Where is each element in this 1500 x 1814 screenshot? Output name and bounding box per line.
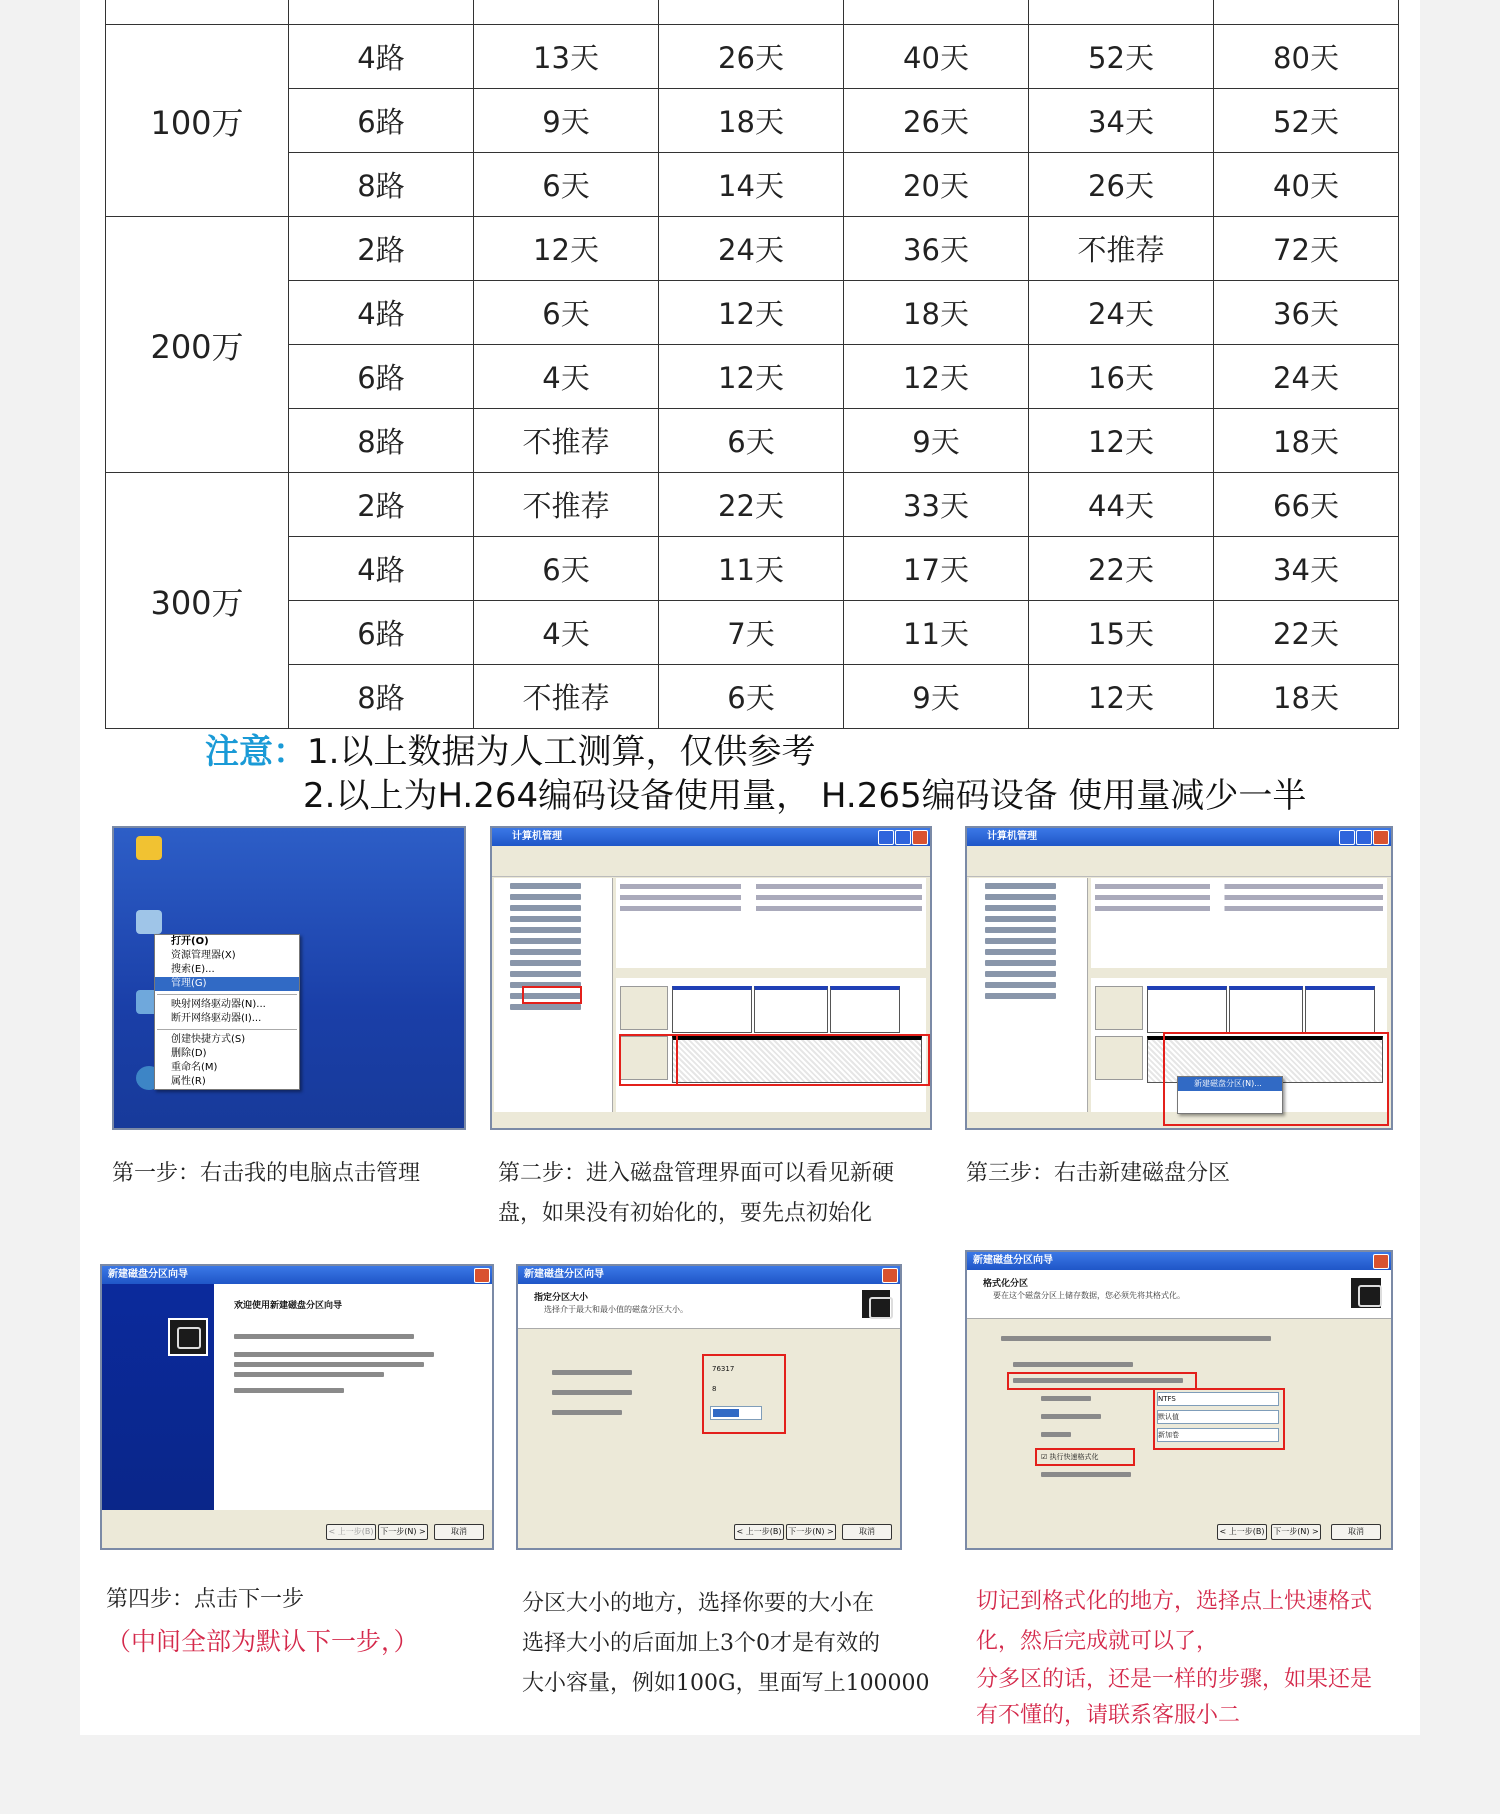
resolution-cell: 300万 <box>106 473 289 729</box>
next-button-2[interactable]: 下一步(N) > <box>786 1524 836 1540</box>
cancel-button-2[interactable]: 取消 <box>842 1524 892 1540</box>
days-cell: 4天 <box>474 345 659 409</box>
caption-step-5c: 大小容量，例如100G，里面写上100000 <box>522 1671 930 1696</box>
channels-cell: 4路 <box>289 25 474 89</box>
days-cell: 11天 <box>659 537 844 601</box>
days-cell: 11天 <box>844 601 1029 665</box>
days-cell: 18天 <box>844 281 1029 345</box>
table-row <box>106 0 1399 25</box>
close-icon-2[interactable] <box>1373 830 1389 845</box>
settings-highlight <box>1153 1388 1285 1450</box>
days-cell: 44天 <box>1029 473 1214 537</box>
menu-bar <box>492 846 930 860</box>
wizard-welcome-heading: 欢迎使用新建磁盘分区向导 <box>234 1301 343 1311</box>
toolbar <box>492 860 930 877</box>
console-tree-2 <box>969 878 1088 1112</box>
maximize-icon[interactable] <box>895 830 911 845</box>
table-row <box>106 409 1399 473</box>
days-cell: 24天 <box>1214 345 1399 409</box>
caption-step-3: 第三步：右击新建磁盘分区 <box>966 1161 1231 1186</box>
days-cell: 36天 <box>844 217 1029 281</box>
days-cell: 6天 <box>474 537 659 601</box>
wizard-close-icon-1[interactable] <box>474 1268 490 1283</box>
note-line-2: 2.以上为H.264编码设备使用量， H.265编码设备 使用量减少一半 <box>303 776 1307 816</box>
caption-step-6d: 有不懂的，请联系客服小二 <box>976 1703 1241 1728</box>
max-size-value: 76317 <box>712 1365 735 1373</box>
caption-step-4-note: （中间全部为默认下一步，） <box>106 1627 419 1656</box>
channels-cell: 6路 <box>289 345 474 409</box>
days-cell: 33天 <box>844 473 1029 537</box>
quick-format-label: 执行快速格式化 <box>1049 1453 1099 1461</box>
context-menu-item[interactable]: 删除(D) <box>171 1048 207 1059</box>
days-cell: 34天 <box>1029 89 1214 153</box>
screenshot-disk-management <box>490 826 932 1130</box>
days-cell: 34天 <box>1214 537 1399 601</box>
channels-cell: 8路 <box>289 665 474 729</box>
note-label: 注意： <box>205 732 307 772</box>
context-menu-highlight <box>1163 1032 1389 1126</box>
resolution-cell: 100万 <box>106 25 289 217</box>
legend <box>616 1116 926 1126</box>
disk-icon-3 <box>1349 1276 1383 1310</box>
next-button-3[interactable]: 下一步(N) > <box>1271 1524 1321 1540</box>
table-row <box>106 345 1399 409</box>
menu-separator <box>157 994 297 995</box>
volume-list-2 <box>1091 878 1387 968</box>
days-cell: 9天 <box>844 409 1029 473</box>
caption-step-5b: 选择大小的后面加上3个0才是有效的 <box>522 1631 880 1656</box>
channels-cell: 8路 <box>289 409 474 473</box>
maximize-icon-2[interactable] <box>1356 830 1372 845</box>
context-menu-item[interactable]: 资源管理器(X) <box>171 950 236 961</box>
channels-cell <box>289 0 474 25</box>
days-cell: 9天 <box>844 665 1029 729</box>
page-sheet <box>80 0 1420 1735</box>
days-cell <box>474 0 659 25</box>
days-cell: 20天 <box>844 153 1029 217</box>
channels-cell: 6路 <box>289 89 474 153</box>
storage-duration-table <box>105 0 1399 729</box>
back-button-1[interactable]: < 上一步(B) <box>326 1524 376 1540</box>
size-heading: 指定分区大小 <box>534 1293 589 1303</box>
table-row <box>106 537 1399 601</box>
context-menu-item[interactable]: 搜索(E)... <box>171 964 215 975</box>
days-cell: 不推荐 <box>474 473 659 537</box>
window-title: 计算机管理 <box>492 828 930 846</box>
disk-icon-2 <box>860 1288 892 1320</box>
days-cell: 40天 <box>844 25 1029 89</box>
note-line-1: 1.以上数据为人工测算，仅供参考 <box>307 732 816 772</box>
caption-step-6c: 分多区的话，还是一样的步骤，如果还是 <box>976 1667 1373 1692</box>
context-menu-item[interactable]: 重命名(M) <box>171 1062 218 1073</box>
context-menu-item[interactable]: 属性(R) <box>171 1076 206 1087</box>
cancel-button-3[interactable]: 取消 <box>1331 1524 1381 1540</box>
days-cell: 18天 <box>659 89 844 153</box>
wizard-title-1: 新建磁盘分区向导 <box>102 1266 492 1284</box>
format-subheading: 要在这个磁盘分区上储存数据，您必须先将其格式化。 <box>993 1291 1185 1300</box>
my-computer-icon <box>136 910 162 934</box>
days-cell: 36天 <box>1214 281 1399 345</box>
table-row <box>106 217 1399 281</box>
screenshot-wizard-format <box>965 1250 1393 1550</box>
days-cell: 6天 <box>659 409 844 473</box>
days-cell: 14天 <box>659 153 844 217</box>
channels-cell: 4路 <box>289 537 474 601</box>
next-button-1[interactable]: 下一步(N) > <box>378 1524 428 1540</box>
context-menu-item[interactable]: 断开网络驱动器(I)... <box>171 1013 262 1024</box>
channels-cell: 6路 <box>289 601 474 665</box>
context-menu-item[interactable]: 创建快捷方式(S) <box>171 1034 246 1045</box>
unallocated-highlight <box>676 1034 930 1086</box>
notes <box>205 730 1306 818</box>
size-highlight <box>702 1354 786 1434</box>
back-button-2[interactable]: < 上一步(B) <box>734 1524 784 1540</box>
days-cell <box>844 0 1029 25</box>
table-row <box>106 473 1399 537</box>
days-cell: 12天 <box>844 345 1029 409</box>
wizard-title-2: 新建磁盘分区向导 <box>518 1266 900 1284</box>
menu-bar-2 <box>967 846 1391 860</box>
days-cell: 80天 <box>1214 25 1399 89</box>
days-cell: 6天 <box>659 665 844 729</box>
days-cell: 12天 <box>1029 409 1214 473</box>
screenshot-new-partition-menu <box>965 826 1393 1130</box>
caption-step-2b: 盘，如果没有初始化的，要先点初始化 <box>498 1201 873 1226</box>
days-cell <box>1214 0 1399 25</box>
days-cell: 15天 <box>1029 601 1214 665</box>
quick-format-highlight <box>1035 1448 1135 1466</box>
days-cell: 不推荐 <box>474 665 659 729</box>
resolution-cell <box>106 0 289 25</box>
days-cell: 12天 <box>659 281 844 345</box>
days-cell: 66天 <box>1214 473 1399 537</box>
menu-separator <box>157 1029 297 1030</box>
volume-label-value: 新加卷 <box>1158 1431 1179 1439</box>
table-row <box>106 89 1399 153</box>
days-cell: 18天 <box>1214 665 1399 729</box>
days-cell: 24天 <box>659 217 844 281</box>
resolution-cell: 200万 <box>106 217 289 473</box>
screenshot-desktop-context-menu <box>112 826 466 1130</box>
days-cell: 12天 <box>659 345 844 409</box>
minimize-icon[interactable] <box>878 830 894 845</box>
days-cell: 不推荐 <box>474 409 659 473</box>
context-menu-item[interactable]: 管理(G) <box>155 977 299 991</box>
days-cell: 12天 <box>1029 665 1214 729</box>
disk-icon <box>168 1318 208 1356</box>
disk-0 <box>620 986 922 1028</box>
days-cell: 18天 <box>1214 409 1399 473</box>
caption-step-2a: 第二步：进入磁盘管理界面可以看见新硬 <box>498 1161 895 1186</box>
wizard-title-3: 新建磁盘分区向导 <box>967 1252 1391 1270</box>
quick-format-checkbox[interactable]: ☑ 执行快速格式化 <box>1041 1453 1099 1461</box>
days-cell: 26天 <box>659 25 844 89</box>
table-row <box>106 25 1399 89</box>
context-menu-item[interactable]: 打开(O) <box>171 936 209 947</box>
days-cell: 26天 <box>1029 153 1214 217</box>
screenshot-wizard-size <box>516 1264 902 1550</box>
days-cell: 24天 <box>1029 281 1214 345</box>
cancel-button-1[interactable]: 取消 <box>434 1524 484 1540</box>
days-cell: 6天 <box>474 153 659 217</box>
days-cell: 6天 <box>474 281 659 345</box>
days-cell: 22天 <box>1029 537 1214 601</box>
days-cell: 17天 <box>844 537 1029 601</box>
days-cell: 16天 <box>1029 345 1214 409</box>
window-title-2: 计算机管理 <box>967 828 1391 846</box>
days-cell: 22天 <box>659 473 844 537</box>
table-row <box>106 153 1399 217</box>
context-menu-item[interactable]: 映射网络驱动器(N)... <box>171 999 266 1010</box>
days-cell: 72天 <box>1214 217 1399 281</box>
days-cell: 40天 <box>1214 153 1399 217</box>
caption-step-1: 第一步：右击我的电脑点击管理 <box>112 1161 421 1186</box>
days-cell: 13天 <box>474 25 659 89</box>
channels-cell: 2路 <box>289 473 474 537</box>
disk-management-node-highlight <box>522 986 582 1004</box>
days-cell: 22天 <box>1214 601 1399 665</box>
caption-step-6a: 切记到格式化的地方，选择点上快速格式 <box>976 1589 1373 1614</box>
days-cell: 12天 <box>474 217 659 281</box>
days-cell: 52天 <box>1029 25 1214 89</box>
channels-cell: 8路 <box>289 153 474 217</box>
table-row <box>106 665 1399 729</box>
allocation-value: 默认值 <box>1158 1413 1179 1421</box>
caption-step-5a: 分区大小的地方，选择你要的大小在 <box>522 1591 875 1616</box>
disk-0-b <box>1095 986 1383 1028</box>
back-button-3[interactable]: < 上一步(B) <box>1217 1524 1267 1540</box>
channels-cell: 2路 <box>289 217 474 281</box>
days-cell: 26天 <box>844 89 1029 153</box>
days-cell: 52天 <box>1214 89 1399 153</box>
days-cell <box>1029 0 1214 25</box>
caption-step-4: 第四步：点击下一步 <box>106 1587 305 1612</box>
table-row <box>106 601 1399 665</box>
table-row <box>106 281 1399 345</box>
channels-cell: 4路 <box>289 281 474 345</box>
size-subheading: 选择介于最大和最小值的磁盘分区大小。 <box>544 1305 688 1314</box>
volume-list <box>616 878 926 968</box>
days-cell: 不推荐 <box>1029 217 1214 281</box>
close-icon[interactable] <box>912 830 928 845</box>
days-cell: 9天 <box>474 89 659 153</box>
new-disk-highlight <box>619 1034 678 1086</box>
wizard-close-icon-3[interactable] <box>1373 1254 1389 1269</box>
new-partition-menu-item[interactable]: 新建磁盘分区(N)... <box>1178 1077 1282 1091</box>
caption-step-6b: 化，然后完成就可以了， <box>976 1629 1219 1654</box>
context-menu <box>154 934 300 1090</box>
wizard-banner <box>102 1284 214 1510</box>
days-cell: 7天 <box>659 601 844 665</box>
toolbar-2 <box>967 860 1391 877</box>
days-cell: 4天 <box>474 601 659 665</box>
wizard-close-icon-2[interactable] <box>882 1268 898 1283</box>
my-documents-icon <box>136 836 162 860</box>
format-heading: 格式化分区 <box>983 1279 1029 1289</box>
min-size-value: 8 <box>712 1385 717 1393</box>
minimize-icon-2[interactable] <box>1339 830 1355 845</box>
days-cell <box>659 0 844 25</box>
screenshot-wizard-welcome <box>100 1264 494 1550</box>
filesystem-value: NTFS <box>1158 1395 1176 1403</box>
